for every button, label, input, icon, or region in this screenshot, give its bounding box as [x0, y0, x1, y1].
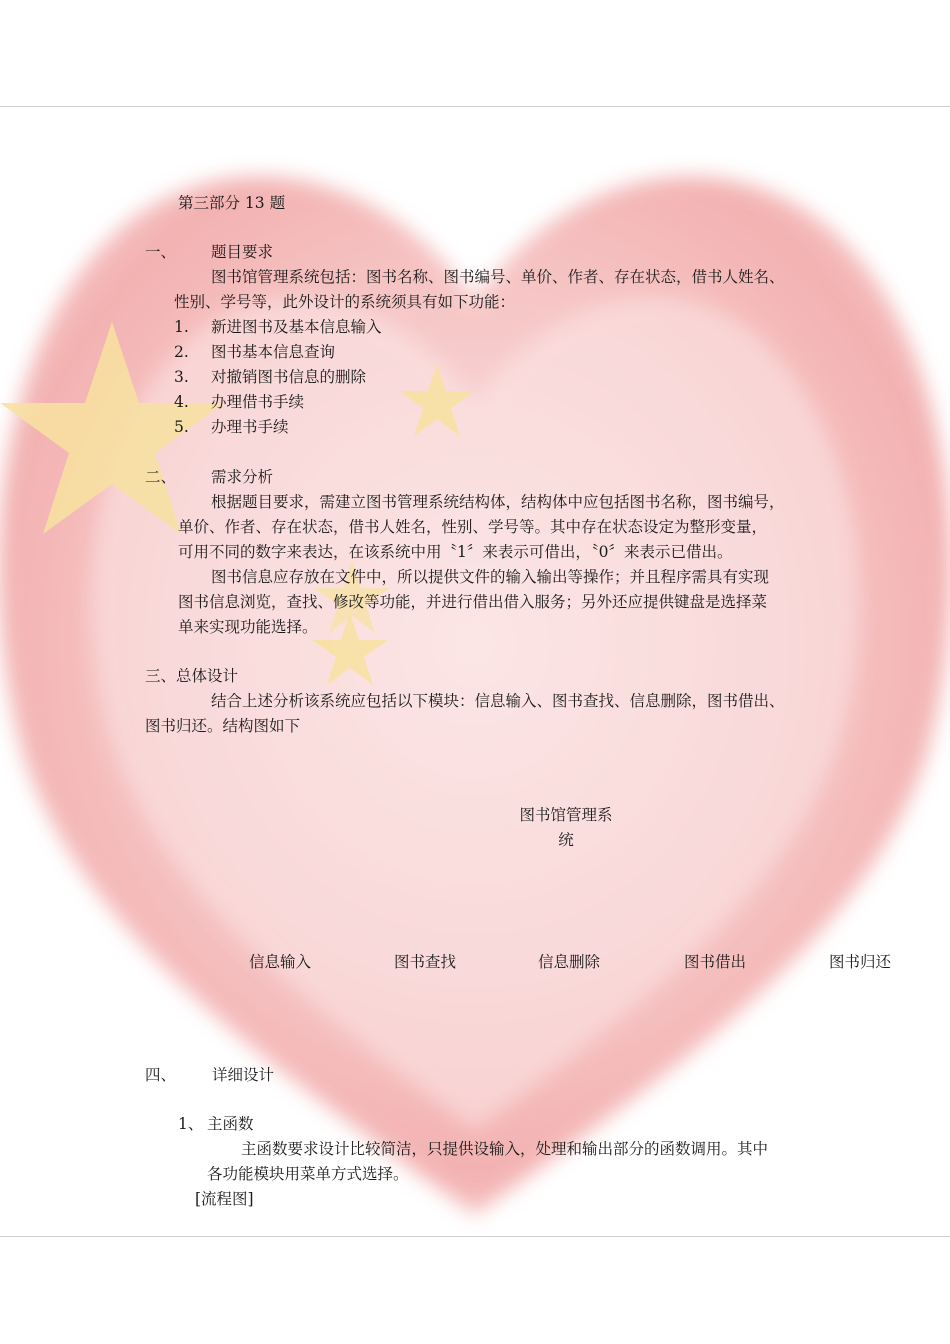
- list-item-number: 1.: [174, 318, 189, 336]
- sec2-paragraph-line: 单价、作者、存在状态，借书人姓名，性别、学号等。其中存在状态设定为整形变量，: [178, 518, 768, 536]
- sec2-paragraph-line: 单来实现功能选择。: [178, 618, 318, 636]
- sec2-paragraph-line: 图书信息浏览，查找、修改等功能，并进行借出借入服务；另外还应提供键盘是选择菜: [178, 593, 768, 611]
- diagram-module-node: 图书查找: [394, 953, 457, 971]
- sec4-paragraph-line: 主函数要求设计比较简洁，只提供设输入，处理和输出部分的函数调用。其中: [241, 1140, 769, 1158]
- sec4-paragraph-line: 各功能模块用菜单方式选择。: [207, 1165, 409, 1183]
- sec1-heading: 题目要求: [211, 243, 274, 261]
- diagram-module-node: 图书借出: [684, 953, 747, 971]
- flowchart-label: [流程图]: [195, 1190, 254, 1208]
- sec4-number: 四、: [145, 1066, 177, 1084]
- list-item-number: 5.: [174, 418, 189, 436]
- sec2-paragraph-line: 根据题目要求，需建立图书管理系统结构体，结构体中应包括图书名称，图书编号，: [211, 493, 785, 511]
- sec3-paragraph-line: 结合上述分析该系统应包括以下模块：信息输入、图书查找、信息删除，图书借出、: [211, 692, 785, 710]
- sec3-heading: 三、总体设计: [145, 667, 239, 685]
- diagram-module-node: 信息删除: [538, 953, 601, 971]
- diagram-root-node: [496, 803, 636, 853]
- section-title: 第三部分 13 题: [178, 194, 286, 212]
- diagram-root-label-line: 统: [558, 831, 574, 849]
- sec2-number: 二、: [145, 468, 177, 486]
- sec1-number: 一、: [145, 243, 177, 261]
- page-top-rule: [0, 106, 950, 107]
- list-item: 图书基本信息查询: [211, 343, 336, 361]
- diagram-root-label-line: 图书馆管理系: [519, 806, 613, 824]
- list-item: 办理书手续: [211, 418, 289, 436]
- list-item: 办理借书手续: [211, 393, 305, 411]
- sec3-paragraph-line: 图书归还。结构图如下: [145, 717, 301, 735]
- list-item-number: 4.: [174, 393, 189, 411]
- diagram-module-node: 信息输入: [249, 953, 312, 971]
- page-bottom-rule: [0, 1236, 950, 1237]
- list-item-number: 3.: [174, 368, 189, 386]
- sec4-sub-number: 1、: [178, 1115, 204, 1133]
- list-item: 对撤销图书信息的删除: [211, 368, 367, 386]
- diagram-module-node: 图书归还: [829, 953, 892, 971]
- sec2-heading: 需求分析: [211, 468, 274, 486]
- list-item-number: 2.: [174, 343, 189, 361]
- list-item: 新进图书及基本信息输入: [211, 318, 382, 336]
- sec1-paragraph-line: 性别、学号等，此外设计的系统须具有如下功能：: [174, 293, 516, 311]
- sec2-paragraph-line: 图书信息应存放在文件中，所以提供文件的输入输出等操作；并且程序需具有实现: [211, 568, 770, 586]
- sec4-sub-heading: 主函数: [207, 1115, 254, 1133]
- sec1-paragraph-line: 图书馆管理系统包括：图书名称、图书编号、单价、作者、存在状态，借书人姓名、: [211, 268, 785, 286]
- sec4-heading: 详细设计: [212, 1066, 275, 1084]
- sec2-paragraph-line: 可用不同的数字来表达，在该系统中用〝1〞来表示可借出，〝0〞来表示已借出。: [178, 543, 733, 561]
